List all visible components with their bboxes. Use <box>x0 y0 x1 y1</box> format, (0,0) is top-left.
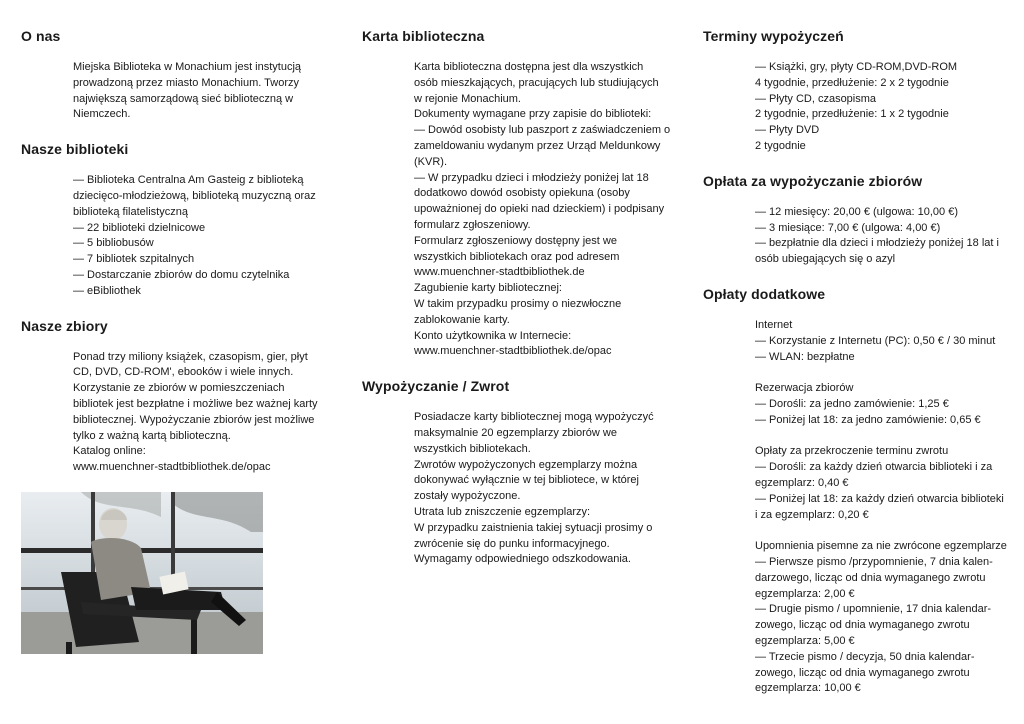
section-oplata-za-wypozyczanie <box>703 171 1013 268</box>
section-title: Wypożyczanie / Zwrot <box>362 378 510 395</box>
section-body: Ponad trzy miliony książek, czasopism, gier, płyt CD, DVD, CD-ROM', ebooków i wiele innych. Korzystanie ze zbiorów w pomieszczeniach bibliotek jest bezpłatne i możliwe bez ważnej karty bibliotecznej. Wypożyczanie zbiorów jest możliwe tylko z ważną kartą biblioteczną. Katalog online: www.muenchner-stadtbibliothek.de/opac <box>73 350 318 474</box>
reader-photo-illustration <box>21 492 263 654</box>
section-title: Opłaty dodatkowe <box>703 285 826 302</box>
section-o-nas <box>21 26 331 123</box>
reader-photo <box>21 492 263 654</box>
section-body: — Biblioteka Centralna Am Gasteig z biblioteką dziecięco-młodzieżową, biblioteką muzyczną oraz biblioteką filatelistyczną — 22 biblioteki dzielnicowe — 5 bibliobusów — 7 bibliotek szpitalnych — Dostarczanie zbiorów do domu czytelnika — eBibliothek <box>73 174 316 297</box>
section-oplaty-dodatkowe <box>703 284 1013 697</box>
section-nasze-zbiory <box>21 316 331 476</box>
section-title: O nas <box>21 28 61 44</box>
section-body: Karta biblioteczna dostępna jest dla wszystkich osób mieszkających, pracujących lub studiujących w rejonie Monachium. Dokumenty wymagane przy zapisie do biblioteki: — Dowód osobisty lub paszport z zaświadczeniem o zameldowaniu wydanym przez Urząd Meldunkowy (KVR). — W przypadku dzieci i młodzieży poniżej lat 18 dodatkowo dowód osobisty opiekuna (osoby upoważnionej do opieki nad dzieckiem) i podpisany formularz zgłoszeniowy. Formularz zgłoszeniowy dostępny jest we wszystkich bibliotekach oraz pod adresem www.muenchner-stadtbibliothek.de Zagubienie karty bibliotecznej: W takim przypadku prosimy o niezwłoczne zablokowanie karty. Konto użytkownika w Internecie: www.muenchner-stadtbibliothek.de/opac <box>414 61 671 358</box>
section-wypozyczanie-zwrot <box>362 376 672 568</box>
column-1 <box>21 26 331 492</box>
section-body: — 12 miesięcy: 20,00 € (ulgowa: 10,00 €) — 3 miesiące: 7,00 € (ulgowa: 4,00 €) — bezpłatnie dla dzieci i młodzieży poniżej 18 lat i osób ubiegających się o azyl <box>755 205 999 266</box>
section-terminy-wypozyczen <box>703 26 1013 155</box>
section-title: Nasze biblioteki <box>21 141 129 158</box>
section-body: Miejska Biblioteka w Monachium jest instytucją prowadzoną przez miasto Monachium. Tworzy największą samorządową sieć biblioteczną w Niemczech. <box>73 61 302 121</box>
section-nasze-biblioteki <box>21 139 331 299</box>
section-title: Nasze zbiory <box>21 317 108 334</box>
section-title: Karta biblioteczna <box>362 28 485 44</box>
section-body: Internet — Korzystanie z Internetu (PC): 0,50 € / 30 minut — WLAN: bezpłatne Rezerwacja zbiorów — Dorośli: za jedno zamówienie: 1,25 € — Poniżej lat 18: za jedno zamówienie: 0,65 € Opłaty za przekroczenie terminu zwrotu — Dorośli: za każdy dzień otwarcia biblioteki i za egzemplarz: 0,40 € — Poniżej lat 18: za każdy dzień otwarcia biblioteki i za egzemplarz: 0,20 € Upomnienia pisemne za nie zwrócone egzemplarze — Pierwsze pismo /przypomnienie, 7 dnia kalen- darzowego, licząc od dnia wymaganego zwrotu egzemplarza: 2,00 € — Drugie pismo / upomnienie, 17 dnia kalendar- zowego, licząc od dnia wymaganego zwrotu egzemplarza: 5,00 € — Trzecie pismo / decyzja, 50 dnia kalendar- zowego, licząc od dnia wymaganego zwrotu egzemplarza: 10,00 € <box>755 318 1007 695</box>
column-2 <box>362 26 672 584</box>
section-title: Opłata za wypożyczanie zbiorów <box>703 172 923 189</box>
column-3 <box>703 26 1013 713</box>
section-body: Posiadacze karty bibliotecznej mogą wypożyczyć maksymalnie 20 egzemplarzy zbiorów we wszystkich bibliotekach. Zwrotów wypożyczonych egzemplarzy można dokonywać wyłącznie w tej bibliotece, w której zostały wypożyczone. Utrata lub zniszczenie egzemplarzy: W przypadku zaistnienia takiej sytuacji prosimy o zwrócenie się do punku informacyjnego. Wymagamy odpowiedniego odszkodowania. <box>414 411 654 566</box>
section-karta-biblioteczna <box>362 26 672 360</box>
section-title: Terminy wypożyczeń <box>703 28 844 44</box>
section-body: — Książki, gry, płyty CD-ROM,DVD-ROM 4 tygodnie, przedłużenie: 2 x 2 tygodnie — Płyty CD, czasopisma 2 tygodnie, przedłużenie: 1 x 2 tygodnie — Płyty DVD 2 tygodnie <box>755 61 958 152</box>
